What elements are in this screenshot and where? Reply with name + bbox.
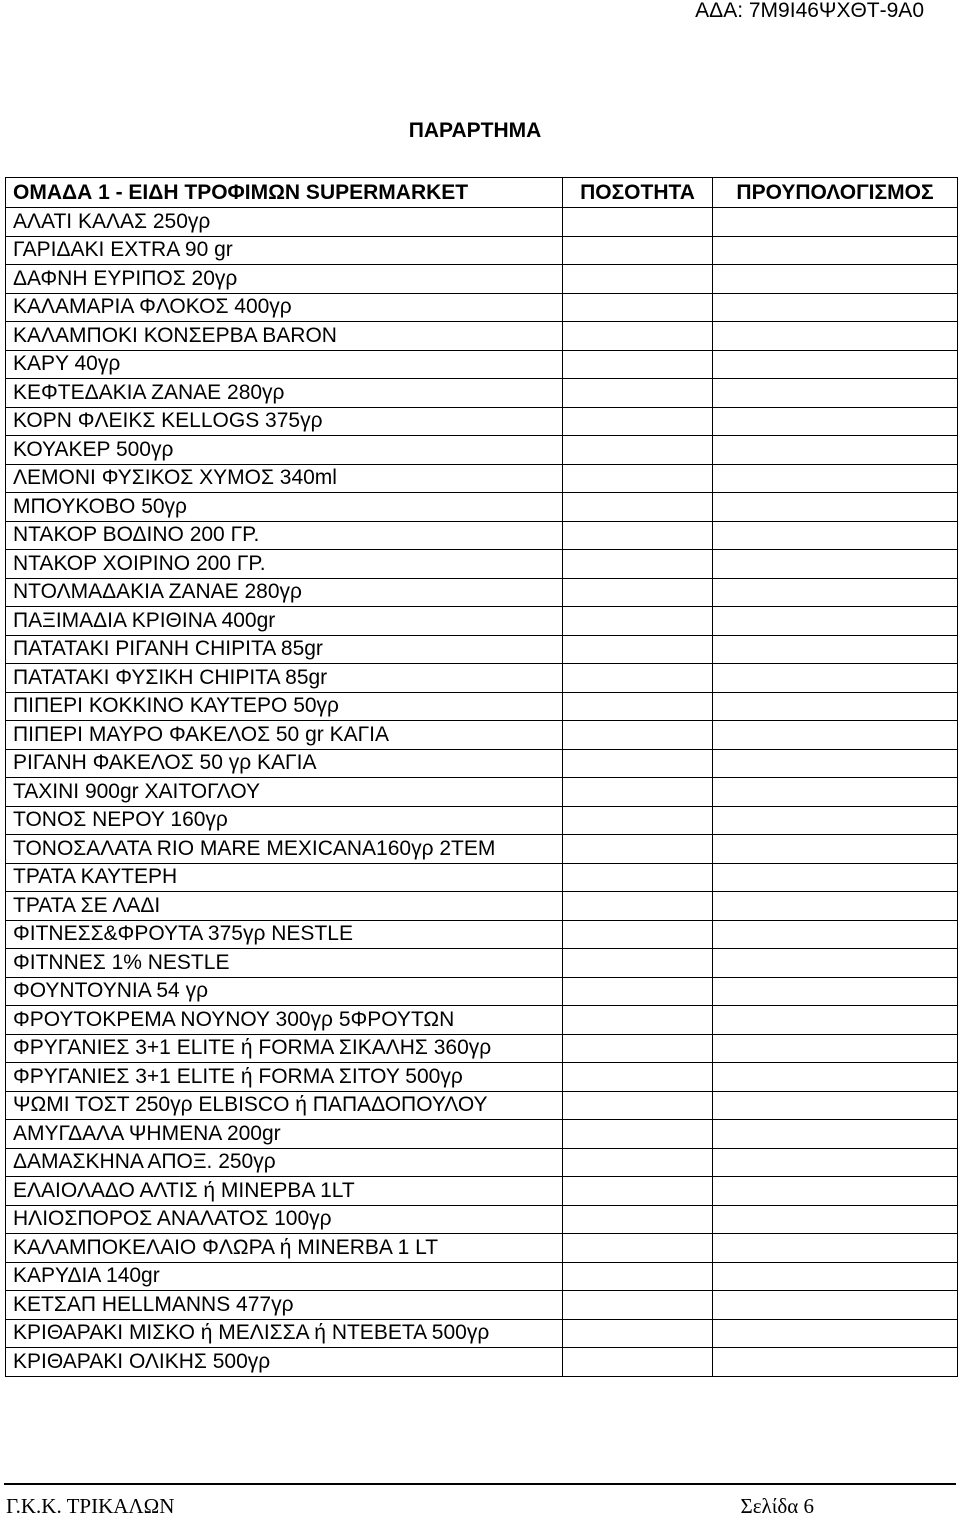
table-row <box>6 407 958 436</box>
table-row <box>6 464 958 493</box>
table-row <box>6 806 958 835</box>
item-name-cell: ΡΙΓΑΝΗ ΦΑΚΕΛΟΣ 50 γρ ΚΑΓΙΑ <box>6 749 563 778</box>
budget-cell <box>713 664 958 693</box>
table-row <box>6 1148 958 1177</box>
budget-cell <box>713 721 958 750</box>
item-name-cell: ΚΑΡΥΔΙΑ 140gr <box>6 1262 563 1291</box>
items-table-body <box>6 178 958 1377</box>
quantity-cell <box>563 692 713 721</box>
quantity-cell <box>563 863 713 892</box>
quantity-cell <box>563 1148 713 1177</box>
item-name-cell: ΛΕΜΟΝΙ ΦΥΣΙΚΟΣ ΧΥΜΟΣ 340ml <box>6 464 563 493</box>
item-name-cell: ΚΟΥΑΚΕΡ 500γρ <box>6 436 563 465</box>
table-row <box>6 1319 958 1348</box>
item-name-cell: ΠΙΠΕΡΙ ΜΑΥΡΟ ΦΑΚΕΛΟΣ 50 gr ΚΑΓΙΑ <box>6 721 563 750</box>
item-name-cell: ΗΛΙΟΣΠΟΡΟΣ ΑΝΑΛΑΤΟΣ 100γρ <box>6 1205 563 1234</box>
quantity-cell <box>563 1291 713 1320</box>
quantity-cell <box>563 1063 713 1092</box>
quantity-cell <box>563 1120 713 1149</box>
budget-cell <box>713 521 958 550</box>
item-name-cell: ΑΛΑΤΙ ΚΑΛΑΣ 250γρ <box>6 208 563 237</box>
budget-cell <box>713 977 958 1006</box>
quantity-cell <box>563 1091 713 1120</box>
quantity-cell <box>563 664 713 693</box>
item-name-cell: ΔΑΦΝΗ ΕΥΡΙΠΟΣ 20γρ <box>6 265 563 294</box>
quantity-cell <box>563 1034 713 1063</box>
table-row <box>6 436 958 465</box>
quantity-cell <box>563 208 713 237</box>
quantity-cell <box>563 265 713 294</box>
item-name-cell: ΚΟΡΝ ΦΛΕΙΚΣ KELLOGS 375γρ <box>6 407 563 436</box>
item-name-cell: ΠΑΤΑΤΑΚΙ ΡΙΓΑΝΗ CHIPITA 85gr <box>6 635 563 664</box>
item-name-cell: ΤΟΝΟΣΑΛΑΤΑ RIO MARE MEXICANA160γρ 2ΤΕΜ <box>6 835 563 864</box>
item-name-cell: ΚΑΛΑΜΑΡΙΑ ΦΛΟΚΟΣ 400γρ <box>6 293 563 322</box>
table-row <box>6 920 958 949</box>
table-row <box>6 749 958 778</box>
budget-cell <box>713 1319 958 1348</box>
footer-divider <box>4 1483 956 1485</box>
table-row <box>6 721 958 750</box>
quantity-cell <box>563 749 713 778</box>
budget-cell <box>713 1006 958 1035</box>
quantity-cell <box>563 778 713 807</box>
table-row <box>6 778 958 807</box>
quantity-cell <box>563 379 713 408</box>
item-name-cell: ΠΑΤΑΤΑΚΙ ΦΥΣΙΚΗ CHIPITA 85gr <box>6 664 563 693</box>
quantity-cell <box>563 806 713 835</box>
budget-cell <box>713 778 958 807</box>
quantity-cell <box>563 892 713 921</box>
quantity-cell <box>563 721 713 750</box>
quantity-cell <box>563 835 713 864</box>
table-row <box>6 635 958 664</box>
table-row <box>6 1234 958 1263</box>
budget-cell <box>713 1034 958 1063</box>
item-name-cell: ΓΑΡΙΔΑΚΙ EXTRA 90 gr <box>6 236 563 265</box>
quantity-cell <box>563 1262 713 1291</box>
quantity-cell <box>563 635 713 664</box>
items-table <box>5 177 958 1377</box>
table-row <box>6 835 958 864</box>
budget-cell <box>713 464 958 493</box>
budget-cell <box>713 350 958 379</box>
table-row <box>6 1120 958 1149</box>
quantity-cell <box>563 920 713 949</box>
budget-cell <box>713 236 958 265</box>
budget-cell <box>713 1234 958 1263</box>
quantity-cell <box>563 578 713 607</box>
budget-cell <box>713 293 958 322</box>
quantity-cell <box>563 293 713 322</box>
table-row <box>6 236 958 265</box>
quantity-cell <box>563 1234 713 1263</box>
budget-cell <box>713 607 958 636</box>
quantity-cell <box>563 1348 713 1377</box>
column-header-group: ΟΜΑΔΑ 1 - ΕΙΔΗ ΤΡΟΦΙΜΩΝ SUPERMARKET <box>6 178 563 208</box>
quantity-cell <box>563 607 713 636</box>
quantity-cell <box>563 550 713 579</box>
quantity-cell <box>563 1006 713 1035</box>
budget-cell <box>713 265 958 294</box>
budget-cell <box>713 436 958 465</box>
item-name-cell: ΝΤΑΚΟΡ ΧΟΙΡΙΝΟ 200 ΓΡ. <box>6 550 563 579</box>
item-name-cell: ΚΡΙΘΑΡΑΚΙ ΟΛΙΚΗΣ 500γρ <box>6 1348 563 1377</box>
quantity-cell <box>563 236 713 265</box>
quantity-cell <box>563 1319 713 1348</box>
table-row <box>6 550 958 579</box>
quantity-cell <box>563 407 713 436</box>
item-name-cell: ΝΤΟΛΜΑΔΑΚΙΑ ΖΑΝΑΕ 280γρ <box>6 578 563 607</box>
item-name-cell: ΚΑΛΑΜΠΟΚΕΛΑΙΟ ΦΛΩΡΑ ή MINERBA 1 LT <box>6 1234 563 1263</box>
quantity-cell <box>563 949 713 978</box>
quantity-cell <box>563 521 713 550</box>
quantity-cell <box>563 322 713 351</box>
budget-cell <box>713 493 958 522</box>
item-name-cell: ΚΕΤΣΑΠ HELLMANNS 477γρ <box>6 1291 563 1320</box>
table-row <box>6 1063 958 1092</box>
table-row <box>6 208 958 237</box>
table-row <box>6 1006 958 1035</box>
table-row <box>6 949 958 978</box>
item-name-cell: ΤΑΧΙΝΙ 900gr ΧΑΙΤΟΓΛΟΥ <box>6 778 563 807</box>
footer-organization: Γ.Κ.Κ. ΤΡΙΚΑΛΩΝ <box>6 1494 175 1518</box>
item-name-cell: ΦΡΥΓΑΝΙΕΣ 3+1 ELITE ή FORMA ΣΙΤΟΥ 500γρ <box>6 1063 563 1092</box>
budget-cell <box>713 1091 958 1120</box>
page-number: Σελίδα 6 <box>740 1494 814 1518</box>
item-name-cell: ΑΜΥΓΔΑΛΑ ΨΗΜΕΝΑ 200gr <box>6 1120 563 1149</box>
budget-cell <box>713 379 958 408</box>
item-name-cell: ΦΙΤΝΝΕΣ 1% NESTLE <box>6 949 563 978</box>
table-row <box>6 322 958 351</box>
table-row <box>6 350 958 379</box>
table-row <box>6 493 958 522</box>
item-name-cell: ΠΑΞΙΜΑΔΙΑ ΚΡΙΘΙΝΑ 400gr <box>6 607 563 636</box>
quantity-cell <box>563 1205 713 1234</box>
table-row <box>6 1291 958 1320</box>
quantity-cell <box>563 350 713 379</box>
item-name-cell: ΚΡΙΘΑΡΑΚΙ ΜΙΣΚΟ ή ΜΕΛΙΣΣΑ ή ΝΤΕΒΕΤΑ 500γρ <box>6 1319 563 1348</box>
page-title: ΠΑΡΑΡΤΗΜΑ <box>408 119 542 142</box>
table-row <box>6 265 958 294</box>
budget-cell <box>713 635 958 664</box>
table-row <box>6 607 958 636</box>
item-name-cell: ΚΑΛΑΜΠΟΚΙ ΚΟΝΣΕΡΒΑ BARON <box>6 322 563 351</box>
budget-cell <box>713 1177 958 1206</box>
table-row <box>6 1034 958 1063</box>
table-row <box>6 863 958 892</box>
budget-cell <box>713 1120 958 1149</box>
item-name-cell: ΦΡΥΓΑΝΙΕΣ 3+1 ELITE ή FORMA ΣΙΚΑΛΗΣ 360γρ <box>6 1034 563 1063</box>
budget-cell <box>713 322 958 351</box>
ada-code: ΑΔΑ: 7Μ9Ι46ΨΧΘΤ-9Α0 <box>695 0 924 22</box>
item-name-cell: ΚΑΡΥ 40γρ <box>6 350 563 379</box>
budget-cell <box>713 835 958 864</box>
item-name-cell: ΔΑΜΑΣΚΗΝΑ ΑΠΟΞ. 250γρ <box>6 1148 563 1177</box>
table-row <box>6 1262 958 1291</box>
item-name-cell: ΝΤΑΚΟΡ ΒΟΔΙΝΟ 200 ΓΡ. <box>6 521 563 550</box>
budget-cell <box>713 1205 958 1234</box>
budget-cell <box>713 892 958 921</box>
budget-cell <box>713 208 958 237</box>
table-row <box>6 578 958 607</box>
budget-cell <box>713 949 958 978</box>
budget-cell <box>713 578 958 607</box>
column-header-budget: ΠΡΟΥΠΟΛΟΓΙΣΜΟΣ <box>713 178 958 208</box>
table-row <box>6 977 958 1006</box>
item-name-cell: ΤΡΑΤΑ ΚΑΥΤΕΡΗ <box>6 863 563 892</box>
budget-cell <box>713 920 958 949</box>
quantity-cell <box>563 436 713 465</box>
table-row <box>6 379 958 408</box>
budget-cell <box>713 407 958 436</box>
item-name-cell: ΕΛΑΙΟΛΑΔΟ ΑΛΤΙΣ ή ΜΙΝΕΡΒΑ 1LT <box>6 1177 563 1206</box>
budget-cell <box>713 1291 958 1320</box>
item-name-cell: ΚΕΦΤΕΔΑΚΙΑ ΖΑΝΑΕ 280γρ <box>6 379 563 408</box>
table-row <box>6 892 958 921</box>
budget-cell <box>713 1262 958 1291</box>
budget-cell <box>713 749 958 778</box>
table-row <box>6 293 958 322</box>
item-name-cell: ΦΟΥΝΤΟΥΝΙΑ 54 γρ <box>6 977 563 1006</box>
budget-cell <box>713 550 958 579</box>
table-row <box>6 692 958 721</box>
item-name-cell: ΤΟΝΟΣ ΝΕΡΟΥ 160γρ <box>6 806 563 835</box>
table-row <box>6 1177 958 1206</box>
item-name-cell: ΠΙΠΕΡΙ ΚΟΚΚΙΝΟ ΚΑΥΤΕΡΟ 50γρ <box>6 692 563 721</box>
item-name-cell: ΜΠΟΥΚΟΒΟ 50γρ <box>6 493 563 522</box>
table-header-row <box>6 178 958 208</box>
item-name-cell: ΦΙΤΝΕΣΣ&ΦΡΟΥΤΑ 375γρ NESTLE <box>6 920 563 949</box>
item-name-cell: ΦΡΟΥΤΟΚΡΕΜΑ ΝΟΥΝΟΥ 300γρ 5ΦΡΟΥΤΩΝ <box>6 1006 563 1035</box>
budget-cell <box>713 863 958 892</box>
budget-cell <box>713 692 958 721</box>
item-name-cell: ΤΡΑΤΑ ΣΕ ΛΑΔΙ <box>6 892 563 921</box>
table-row <box>6 521 958 550</box>
budget-cell <box>713 1063 958 1092</box>
budget-cell <box>713 806 958 835</box>
budget-cell <box>713 1148 958 1177</box>
table-row <box>6 1205 958 1234</box>
item-name-cell: ΨΩΜΙ ΤΟΣΤ 250γρ ELBISCO ή ΠΑΠΑΔΟΠΟΥΛΟΥ <box>6 1091 563 1120</box>
table-row <box>6 1348 958 1377</box>
quantity-cell <box>563 1177 713 1206</box>
quantity-cell <box>563 464 713 493</box>
table-row <box>6 664 958 693</box>
quantity-cell <box>563 977 713 1006</box>
table-row <box>6 1091 958 1120</box>
column-header-quantity: ΠΟΣΟΤΗΤΑ <box>563 178 713 208</box>
quantity-cell <box>563 493 713 522</box>
budget-cell <box>713 1348 958 1377</box>
